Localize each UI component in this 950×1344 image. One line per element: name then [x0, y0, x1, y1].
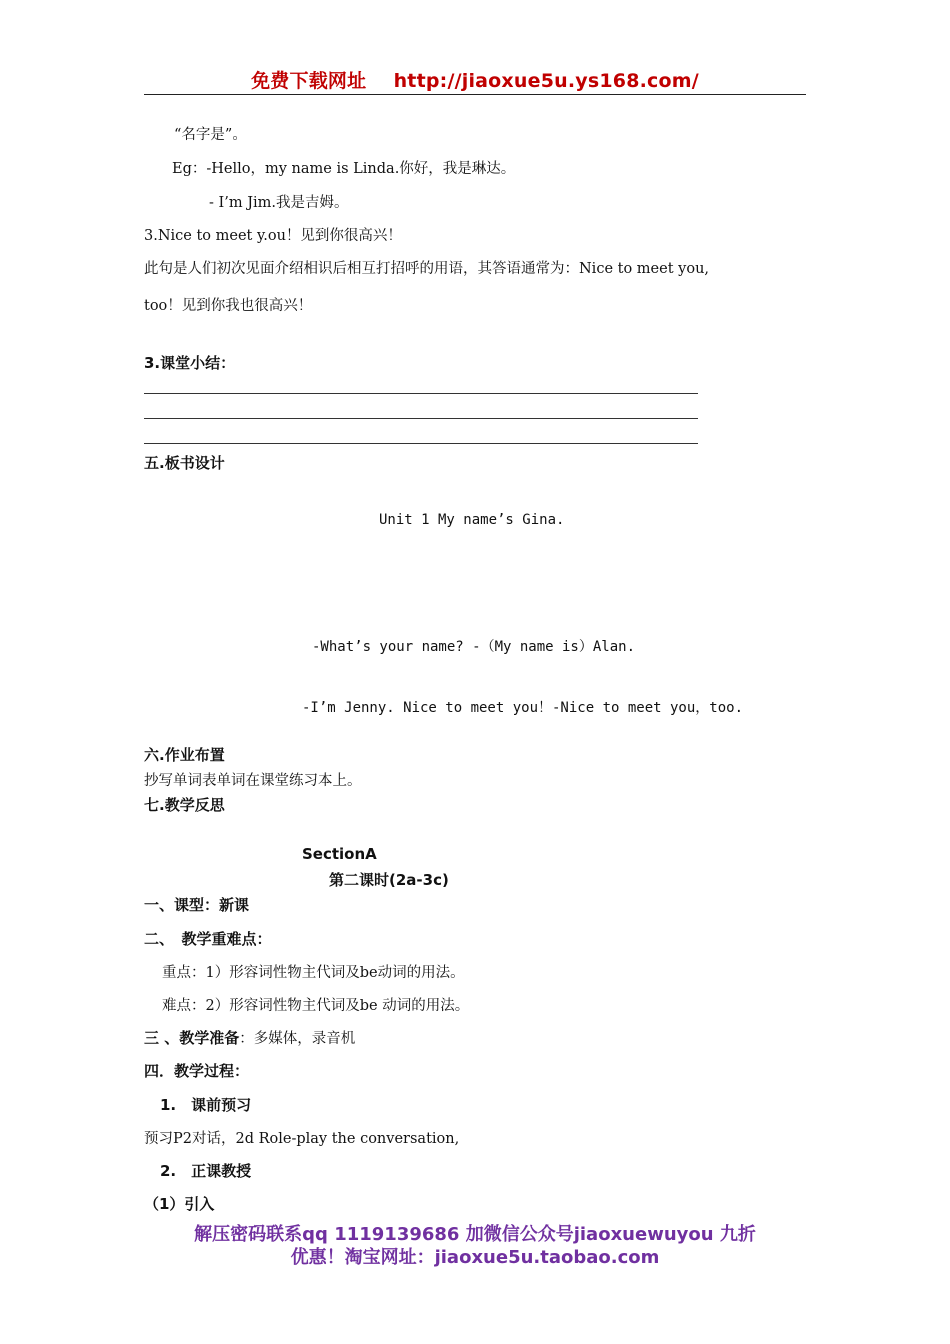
- board-heading: 五.板书设计: [144, 454, 225, 472]
- point-3-line: 3.Nice to meet y.ou！见到你很高兴！: [144, 228, 402, 244]
- difficult-point: 难点：2）形容词性物主代词及be 动词的用法。: [162, 998, 470, 1014]
- step-1-heading: 1. 课前预习: [160, 1096, 252, 1114]
- preparation-text: ：多媒体，录音机: [239, 1031, 356, 1047]
- process-heading: 四．教学过程：: [144, 1062, 250, 1080]
- board-title: Unit 1 My name’s Gina.: [379, 512, 565, 528]
- reflection-heading: 七.教学反思: [144, 796, 225, 814]
- footer-line: 解压密码联系qq 1119139686 加微信公众号jiaoxuewuyou 九折: [194, 1224, 756, 1245]
- example-line: Eg：-Hello，my name is Linda.你好，我是琳达。: [172, 161, 516, 177]
- period-title: 第二课时(2a-3c): [329, 871, 449, 889]
- footer-line: 优惠！淘宝网址：jiaoxue5u.taobao.com: [290, 1247, 660, 1268]
- step-2-sub: （1）引入: [144, 1195, 215, 1213]
- explanation-line-cont: too！见到你我也很高兴！: [144, 298, 313, 314]
- key-points-heading: 二、 教学重难点：: [144, 930, 272, 948]
- text-line: “名字是”。: [174, 127, 247, 143]
- header-label: 免费下载网址: [251, 70, 367, 92]
- header-url-link[interactable]: http://jiaoxue5u.ys168.com/: [393, 70, 699, 92]
- header-banner: [0, 66, 950, 93]
- step-2-heading: 2. 正课教授: [160, 1162, 252, 1180]
- header-divider: [144, 94, 806, 95]
- answer-line: [144, 443, 698, 444]
- board-dialogue-line: -I’m Jenny. Nice to meet you！-Nice to meet you，too.: [302, 700, 744, 716]
- preparation-label: 三 、教学准备: [144, 1029, 240, 1047]
- answer-line: [144, 418, 698, 419]
- homework-heading: 六.作业布置: [144, 746, 225, 764]
- lesson-type: 一、课型：新课: [144, 896, 250, 914]
- section-title: SectionA: [302, 845, 377, 863]
- explanation-line: 此句是人们初次见面介绍相识后相互打招呼的用语，其答语通常为：Nice to meet you,: [144, 261, 710, 277]
- homework-text: 抄写单词表单词在课堂练习本上。: [144, 773, 362, 789]
- summary-heading: 3.课堂小结：: [144, 354, 236, 372]
- step-1-text: 预习P2对话，2d Role-play the conversation,: [144, 1131, 460, 1147]
- key-point: 重点：1）形容词性物主代词及be动词的用法。: [162, 965, 465, 981]
- board-dialogue-line: -What’s your name? -（My name is）Alan.: [312, 639, 636, 655]
- answer-line: [144, 393, 698, 394]
- preparation-line: [144, 1027, 355, 1048]
- example-reply-line: - I’m Jim.我是吉姆。: [209, 195, 349, 211]
